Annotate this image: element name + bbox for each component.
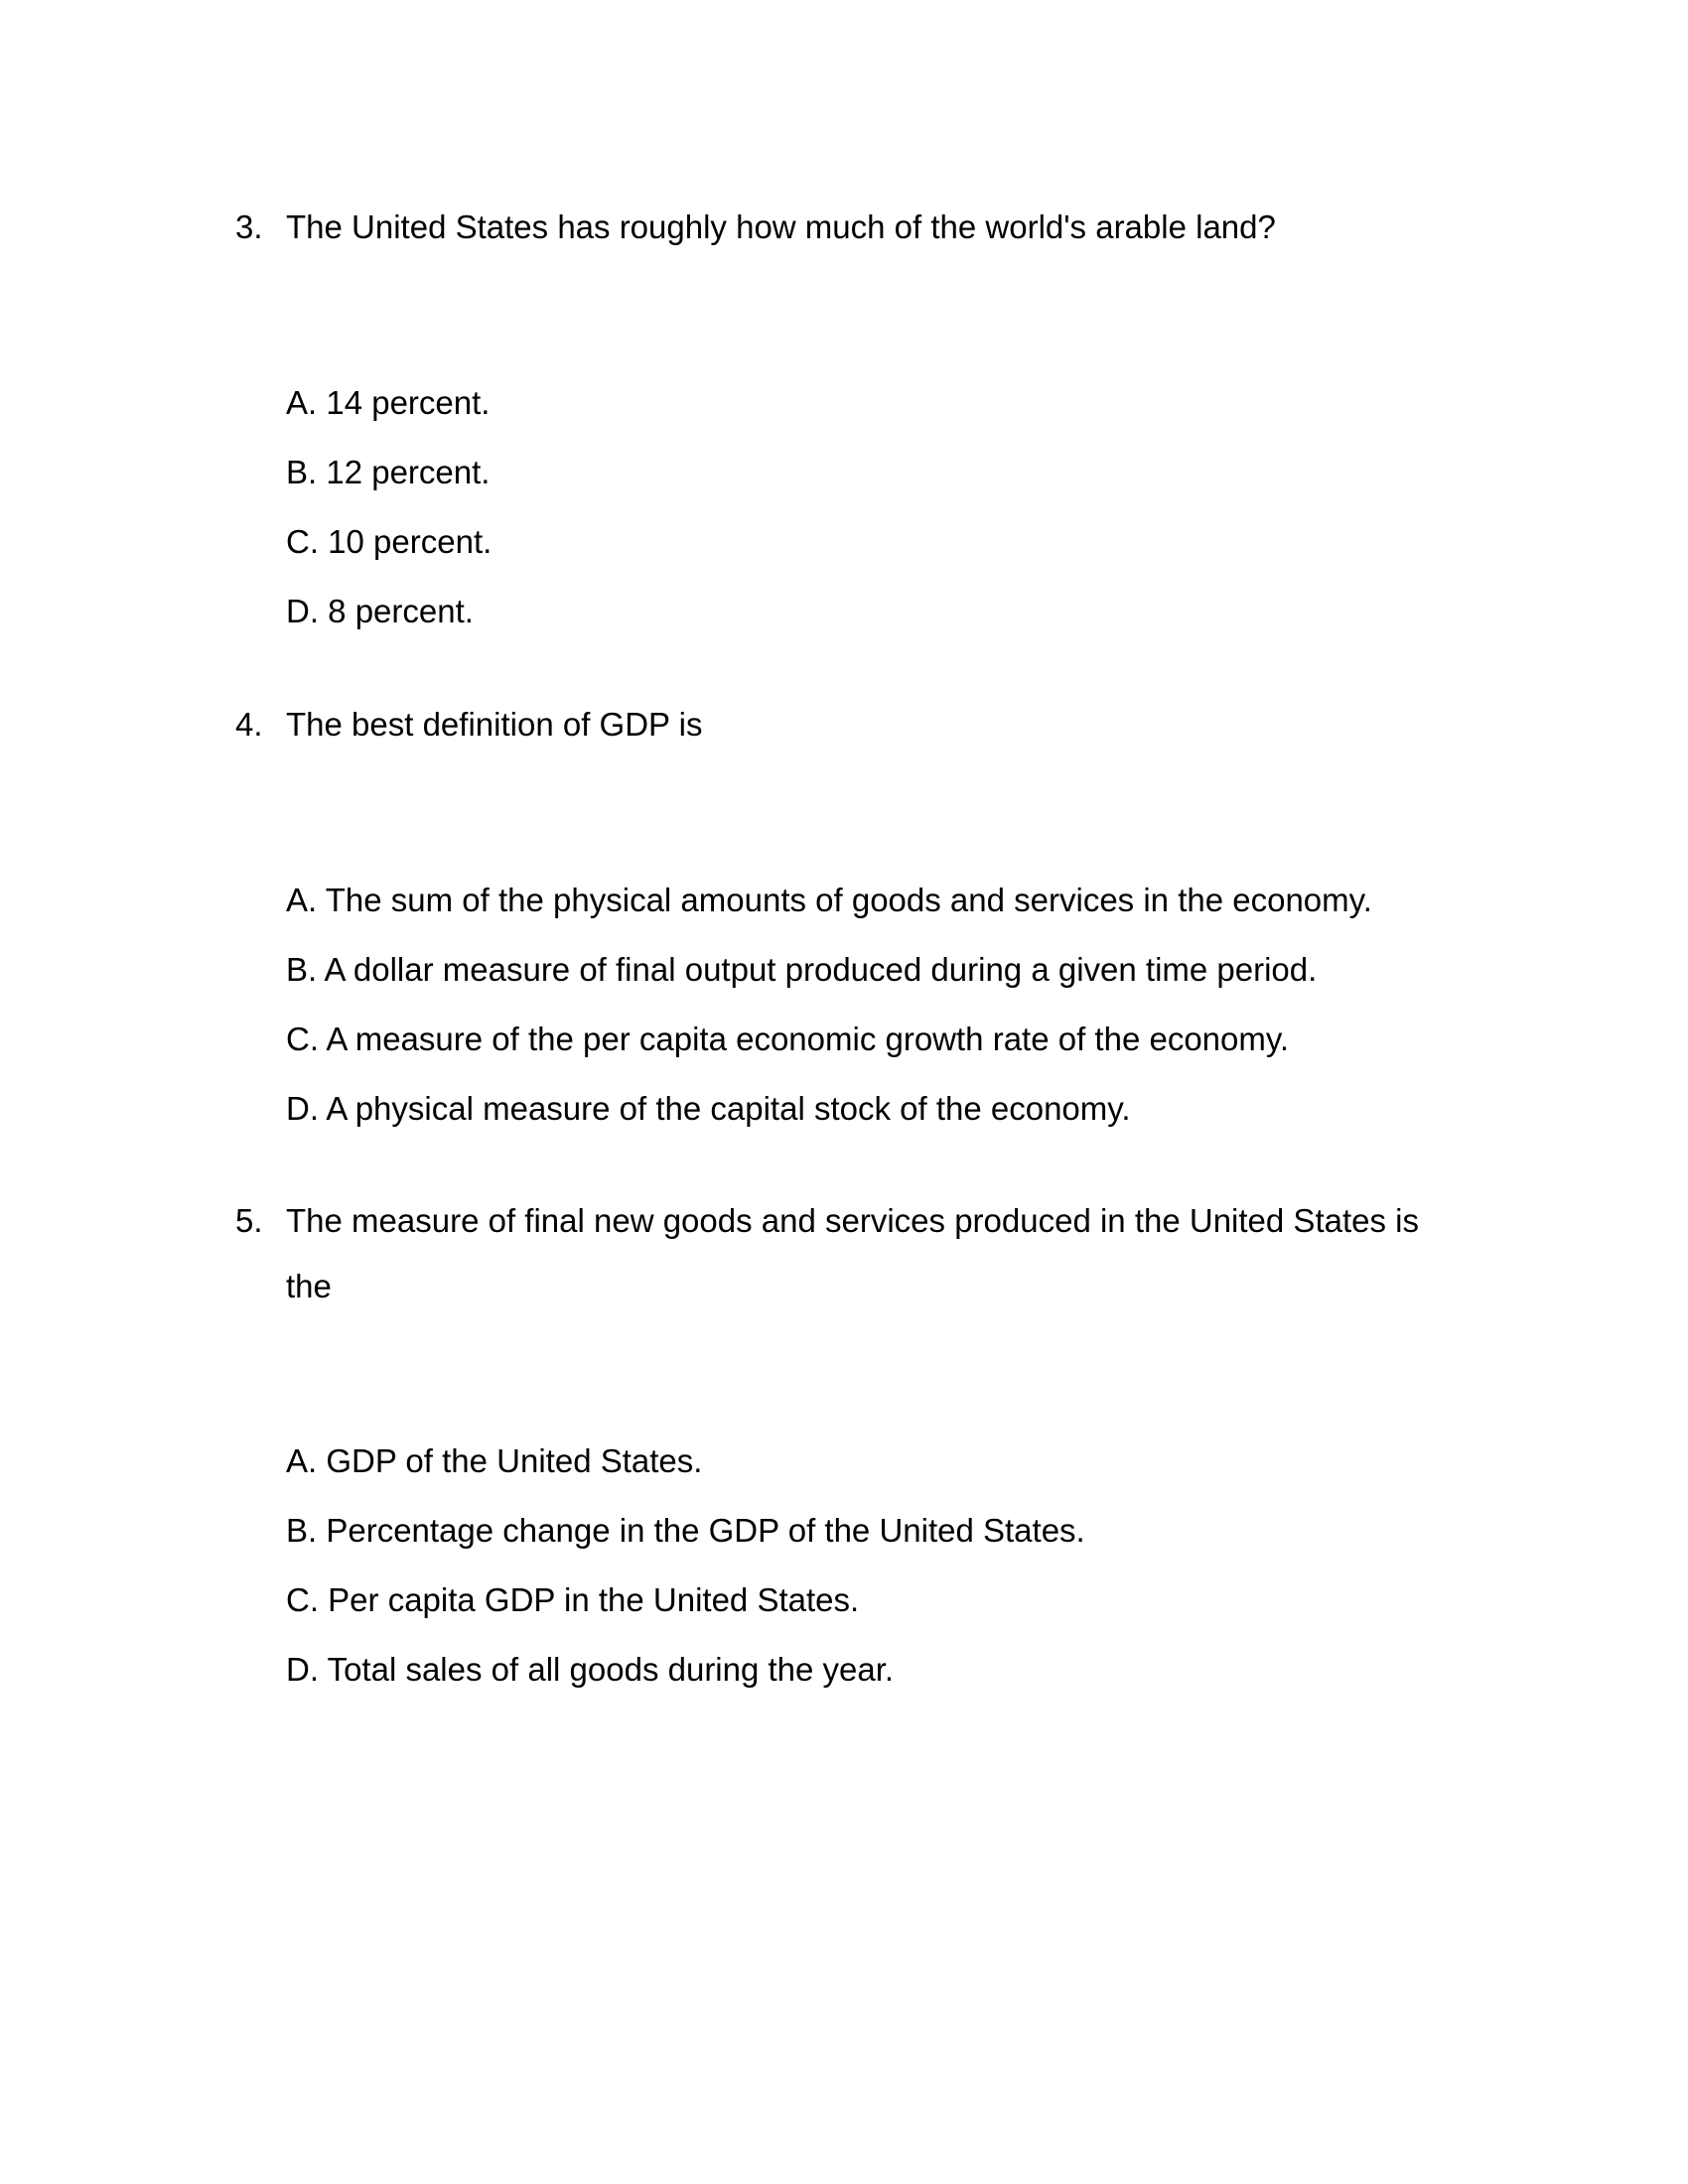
question-number: 5. <box>235 1202 263 1239</box>
answer-choice-a: A. The sum of the physical amounts of goods and services in the economy. <box>286 882 1372 918</box>
answer-choice-d: D. A physical measure of the capital stock of the economy. <box>286 1090 1131 1127</box>
answer-choice-b: B. 12 percent. <box>286 454 491 490</box>
question-text: The best definition of GDP is <box>286 706 703 743</box>
answer-choice-b: B. A dollar measure of final output produced during a given time period. <box>286 951 1318 988</box>
answer-choice-c: C. 10 percent. <box>286 523 492 560</box>
answer-choice-d: D. Total sales of all goods during the year. <box>286 1651 895 1688</box>
question-text: The measure of final new goods and services produced in the United States is the <box>286 1202 1419 1304</box>
answer-choice-a: A. GDP of the United States. <box>286 1442 703 1479</box>
answer-choice-c: C. Per capita GDP in the United States. <box>286 1581 860 1618</box>
question-number: 4. <box>235 706 263 743</box>
question-number: 3. <box>235 208 263 245</box>
answer-choice-a: A. 14 percent. <box>286 384 491 421</box>
question-text: The United States has roughly how much of the world's arable land? <box>286 208 1276 245</box>
answer-choice-c: C. A measure of the per capita economic growth rate of the economy. <box>286 1021 1290 1057</box>
answer-choice-b: B. Percentage change in the GDP of the United States. <box>286 1512 1085 1549</box>
answer-choice-d: D. 8 percent. <box>286 593 474 629</box>
